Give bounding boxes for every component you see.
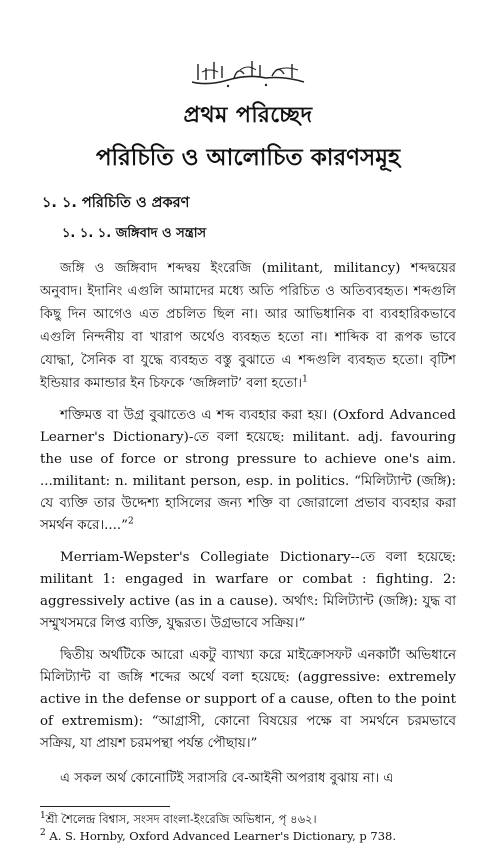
paragraph-4 (40, 645, 456, 755)
paragraph-2 (40, 405, 456, 537)
footnote-ref-2: 2 (127, 516, 134, 527)
paragraph-3-text: Merriam-Wepster's Collegiate Dictionary--তে বলা হয়েছে: militant 1: engaged in warfare or combat : fighting. 2: aggressively active (as in a cause). অর্থাৎ: মিলিট্যান্ট (জঙ্গি): যুদ্ধ বা সম্মুখসমরে লিপ্ত ব্যক্তি, যুদ্ধরত। উগ্রভাবে সক্রিয়।” (40, 550, 456, 631)
bismillah-calligraphy (188, 56, 308, 90)
paragraph-1-text: জঙ্গি ও জঙ্গিবাদ শব্দদ্বয় ইংরেজি (militant, militancy) শব্দদ্বয়ের অনুবাদ। ইদানিং এগুলি আমাদের মধ্যে অতি পরিচিত ও অতিব্যবহৃত। শব্দগুলি কিছু দিন আগেও এত প্রচলিত ছিল না। আর আভিধানিক বা ব্যবহারিকভাবে এগুলি নিন্দনীয় বা খারাপ অর্থেও ব্যবহৃত হতো না। শাব্দিক বা রূপক ভাবে যোদ্ধা, সৈনিক বা যুদ্ধে ব্যবহৃত বস্তু বুঝাতে এ শব্দগুলি ব্যবহৃত হতো। বৃটিশ ইন্ডিয়ার কমান্ডার ইন চিফকে ‘জঙ্গিলাট’ বলা হতো। (40, 261, 456, 391)
chapter-label: প্রথম পরিচ্ছেদ (183, 103, 313, 128)
chapter-header (0, 56, 496, 178)
footnotes (40, 811, 456, 845)
footnote-1: $^1$শ্রী শৈলেন্দ্র বিশ্বাস, সংসদ বাংলা-ইংরেজি অভিধান, পৃ ৪৬২। (40, 811, 317, 826)
footnote-divider (40, 806, 170, 807)
document-page (0, 56, 496, 856)
footnote-2: $^2$ A. S. Hornby, Oxford Advanced Learner's Dictionary, p 738. (40, 828, 397, 843)
paragraph-5 (40, 767, 456, 790)
paragraph-2-text: শক্তিমত্ত বা উগ্র বুঝাতেও এ শব্দ ব্যবহার করা হয়। (Oxford Advanced Learner's Dictionary)-তে বলা হয়েছে: militant. adj. favouring the use of force or strong pressure to achieve one's aim. ...militant: n. militant person, esp. in politics. “মিলিট্যান্ট (জঙ্গি): যে ব্যক্তি তার উদ্দেশ্য হাসিলের জন্য শক্তি বা জোরালো প্রভাব ব্যবহার করা সমর্থন করে।....” (40, 408, 456, 533)
paragraph-3 (40, 547, 456, 635)
paragraph-5-text: এ সকল অর্থ কোনোটিই সরাসরি বে-আইনী অপরাধ বুঝায় না। এ (60, 771, 394, 786)
subsection-heading: ১. ১. ১. জঙ্গিবাদ ও সন্ত্রাস (62, 226, 207, 241)
footnote-ref-1: 1 (302, 374, 308, 385)
section-heading: ১. ১. পরিচিতি ও প্রকরণ (42, 195, 190, 211)
chapter-title: পরিচিতি ও আলোচিত কারণসমূহ (95, 145, 401, 171)
paragraph-1 (40, 257, 456, 395)
paragraph-4-text: দ্বিতীয় অর্থটিকে আরো একটু ব্যাখ্যা করে মাইক্রোসফট এনকার্টা অভিধানে মিলিট্যান্ট বা জঙ্গি শব্দের অর্থে বলা হয়েছে: (aggressive: extremely active in the defense or support of a cause, often to the point of extremism): “আগ্রাসী, কোনো বিষয়ের পক্ষে বা সমর্থনে চরমভাবে সক্রিয়, যা প্রায়শ চরমপন্থা পর্যন্ত পৌছায়।” (40, 648, 456, 751)
